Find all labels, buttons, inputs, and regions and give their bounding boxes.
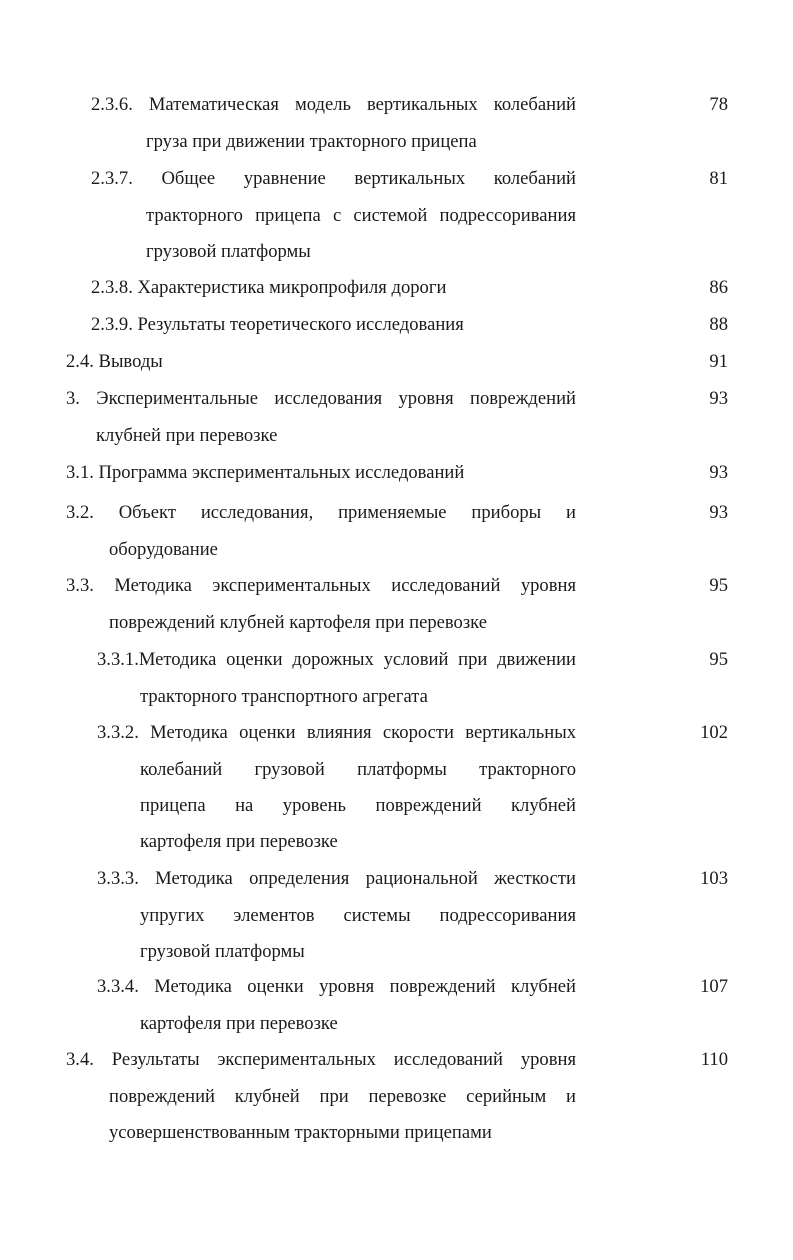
toc-page-number: 81 <box>709 168 728 189</box>
toc-page-number: 107 <box>700 976 728 997</box>
toc-entry-title-line: 2.3.8. Характеристика микропрофиля дороги <box>91 277 447 298</box>
toc-entry-title-line: 2.3.6. Математическая модель вертикальных колебаний <box>91 95 576 115</box>
toc-entry-title-line: 3.3.2. Методика оценки влияния скорости вертикальных <box>97 723 576 743</box>
toc-entry-title-line: клубней при перевозке <box>96 425 278 446</box>
toc-page-number: 102 <box>700 722 728 743</box>
toc-page-number: 110 <box>700 1049 728 1070</box>
toc-entry-title-line: 2.3.7. Общее уравнение вертикальных колебаний <box>91 169 576 189</box>
toc-entry-title-line: 3. Экспериментальные исследования уровня повреждений <box>66 389 576 409</box>
toc-page-number: 78 <box>709 94 728 115</box>
toc-entry-title-line: повреждений клубней картофеля при перевозке <box>109 612 487 633</box>
toc-entry-title-line: картофеля при перевозке <box>140 1013 338 1034</box>
toc-entry-title-line: грузовой платформы <box>146 241 311 262</box>
toc-page-number: 93 <box>709 388 728 409</box>
toc-entry-title-line: картофеля при перевозке <box>140 831 338 852</box>
toc-entry-title-line: колебаний грузовой платформы тракторного <box>140 760 576 780</box>
toc-page-number: 103 <box>700 868 728 889</box>
toc-entry-title-line: 3.1. Программа экспериментальных исследований <box>66 462 465 483</box>
toc-entry-title-line: 3.3.4. Методика оценки уровня повреждений клубней <box>97 977 576 997</box>
toc-page-number: 95 <box>709 575 728 596</box>
toc-entry-title-line: оборудование <box>109 539 218 560</box>
toc-page-number: 93 <box>709 462 728 483</box>
toc-entry-title-line: тракторного транспортного агрегата <box>140 686 428 707</box>
toc-page-number: 86 <box>709 277 728 298</box>
toc-entry-title-line: грузовой платформы <box>140 941 305 962</box>
toc-entry-title-line: прицепа на уровень повреждений клубней <box>140 796 576 816</box>
toc-entry-title-line: упругих элементов системы подрессоривания <box>140 906 576 926</box>
toc-entry-title-line: тракторного прицепа с системой подрессоривания <box>146 206 576 226</box>
toc-page-number: 91 <box>709 351 728 372</box>
toc-page-number: 93 <box>709 502 728 523</box>
toc-entry-title-line: 2.3.9. Результаты теоретического исследования <box>91 314 464 335</box>
toc-entry-title-line: усовершенствованным тракторными прицепами <box>109 1122 492 1143</box>
toc-entry-title-line: 3.2. Объект исследования, применяемые приборы и <box>66 503 576 523</box>
toc-entry-title-line: 2.4. Выводы <box>66 351 163 372</box>
toc-page-number: 88 <box>709 314 728 335</box>
toc-entry-title-line: 3.4. Результаты экспериментальных исследований уровня <box>66 1050 576 1070</box>
toc-entry-title-line: 3.3.3. Методика определения рациональной жесткости <box>97 869 576 889</box>
toc-entry-title-line: 3.3. Методика экспериментальных исследований уровня <box>66 576 576 596</box>
toc-entry-title-line: груза при движении тракторного прицепа <box>146 131 477 152</box>
toc-entry-title-line: 3.3.1.Методика оценки дорожных условий при движении <box>97 650 576 670</box>
toc-entry-title-line: повреждений клубней при перевозке серийным и <box>109 1087 576 1107</box>
toc-page-number: 95 <box>709 649 728 670</box>
